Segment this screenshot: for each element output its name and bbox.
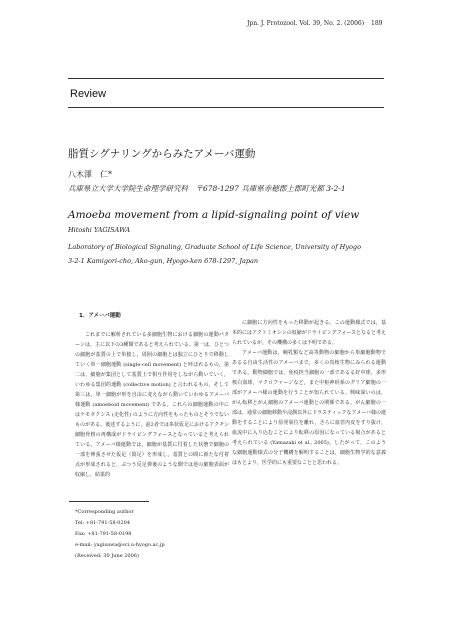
english-affiliation-line1: Laboratory of Biological Signaling, Graduate School of Life Science, University of Hyogo bbox=[68, 243, 362, 251]
footnote-line: *Corresponding author bbox=[75, 509, 134, 515]
english-affiliation-line2: 3-2-1 Kamigori-cho, Ako-gun, Hyogo-ken 678-1297, Japan bbox=[68, 257, 259, 265]
japanese-affiliation: 兵庫県立大学大学院生命理学研究科 〒678-1297 兵庫県赤穂郡上郡町光都 3-2-1 bbox=[68, 184, 346, 193]
bottom-rule bbox=[68, 107, 384, 108]
body-column-left bbox=[75, 330, 229, 480]
body-column-right bbox=[232, 318, 386, 468]
top-rule bbox=[68, 78, 384, 79]
section-label: Review bbox=[70, 88, 107, 100]
body-paragraph: これまでに解析されている多細胞生物における細胞の運動パターンは，主に以下の3種類であると考えられている。第一は，ひとつの細胞が基質の上で単独し，周囲の細胞とは独立にひとりで移動していく単一細胞運動 (single-cell movement) と呼ばれるもの，第二は，細胞が集団として基質上で相互作用をしながら動いていく，いわゆる集団的運動 (collective motion) と言われるもの，そして第三は，単一細胞が形を自由に変えながら動いていわゆるアメーバ様運動 (amoeboid movement) である。これらの細胞運動の中にはケモタクシス (走化性) のように方向性をもったものとそうでないものがある。後述するように，前2者では糸状仮足におけるアクチン細胞骨格の再構成がドライビングフォースとなっていると考えられている。アメーバ様運動では，細胞が基質に付着した状態で細胞の一部を伸張させた仮足（偽足）を形成し，基質との間に新たな付着点が形成されると，ぶつう反足弾後のような側では逆の細胞表面が収縮し，結果的 bbox=[75, 332, 229, 478]
corresponding-footnote bbox=[75, 507, 165, 562]
footnote-line: Tel: +81-791-58-0204 bbox=[75, 520, 131, 526]
footnote-line: (Received: 30 June 2006) bbox=[75, 553, 139, 559]
japanese-author: 八木澤 仁* bbox=[68, 170, 112, 179]
english-title: Amoeba movement from a lipid-signaling point of view bbox=[68, 209, 360, 221]
section-heading: 1．アメーバ運動 bbox=[79, 313, 121, 319]
footnote-rule bbox=[69, 501, 149, 502]
japanese-title: 脂質シグナリングからみたアメーバ運動 bbox=[68, 148, 256, 160]
english-author: Hitoshi YAGISAWA bbox=[68, 226, 131, 234]
body-paragraph: に細胞に方向性をもった移動が起きる。この運動様式では，基本的にはアクトミオシンの収縮がドライビングフォースとなると考えられているが，その機構の多くは不明である。 bbox=[232, 320, 386, 346]
footnote-line: e-mail: yagisawa@sci.u-hyogo.ac.jp bbox=[75, 542, 165, 548]
journal-citation: Jpn. J. Protozool. Vol. 39, No. 2. (2006) bbox=[247, 20, 365, 27]
body-paragraph: アメーバ運動は，哺乳類など高等動物の細胞から単細胞動物であるる自由生活性のアメーバまで，多くの真核生物にみられる運動である。動物細胞では，免疫担当細胞の一部であるる好中球，多形核白血球，マクロファージなど，また中枢神経系のグリア細胞の一部がアメーバ様の運動を行うことが知られている。興味深いのは，がん転移とがん細胞のアメーバ運動との関係である。がん細胞の一部は，通常の細胞移動や浸潤以外にドラスティックなアメーバ様の運動をすることにより原発巣位を離れ，さらに血管内皮をすり抜け，血流中に入り込むことにより転移の原因になっている場合があると考えられている (Yamazaki et al., 2005)。したがって，このような細胞運動様式の分子機構を解明することは，細胞生物学的な意義はもとより，医学的にも重要なことと思われる。 bbox=[232, 350, 386, 466]
footnote-line: Fax: +81-791-58-0198 bbox=[75, 531, 132, 537]
page-number: 189 bbox=[371, 20, 383, 27]
